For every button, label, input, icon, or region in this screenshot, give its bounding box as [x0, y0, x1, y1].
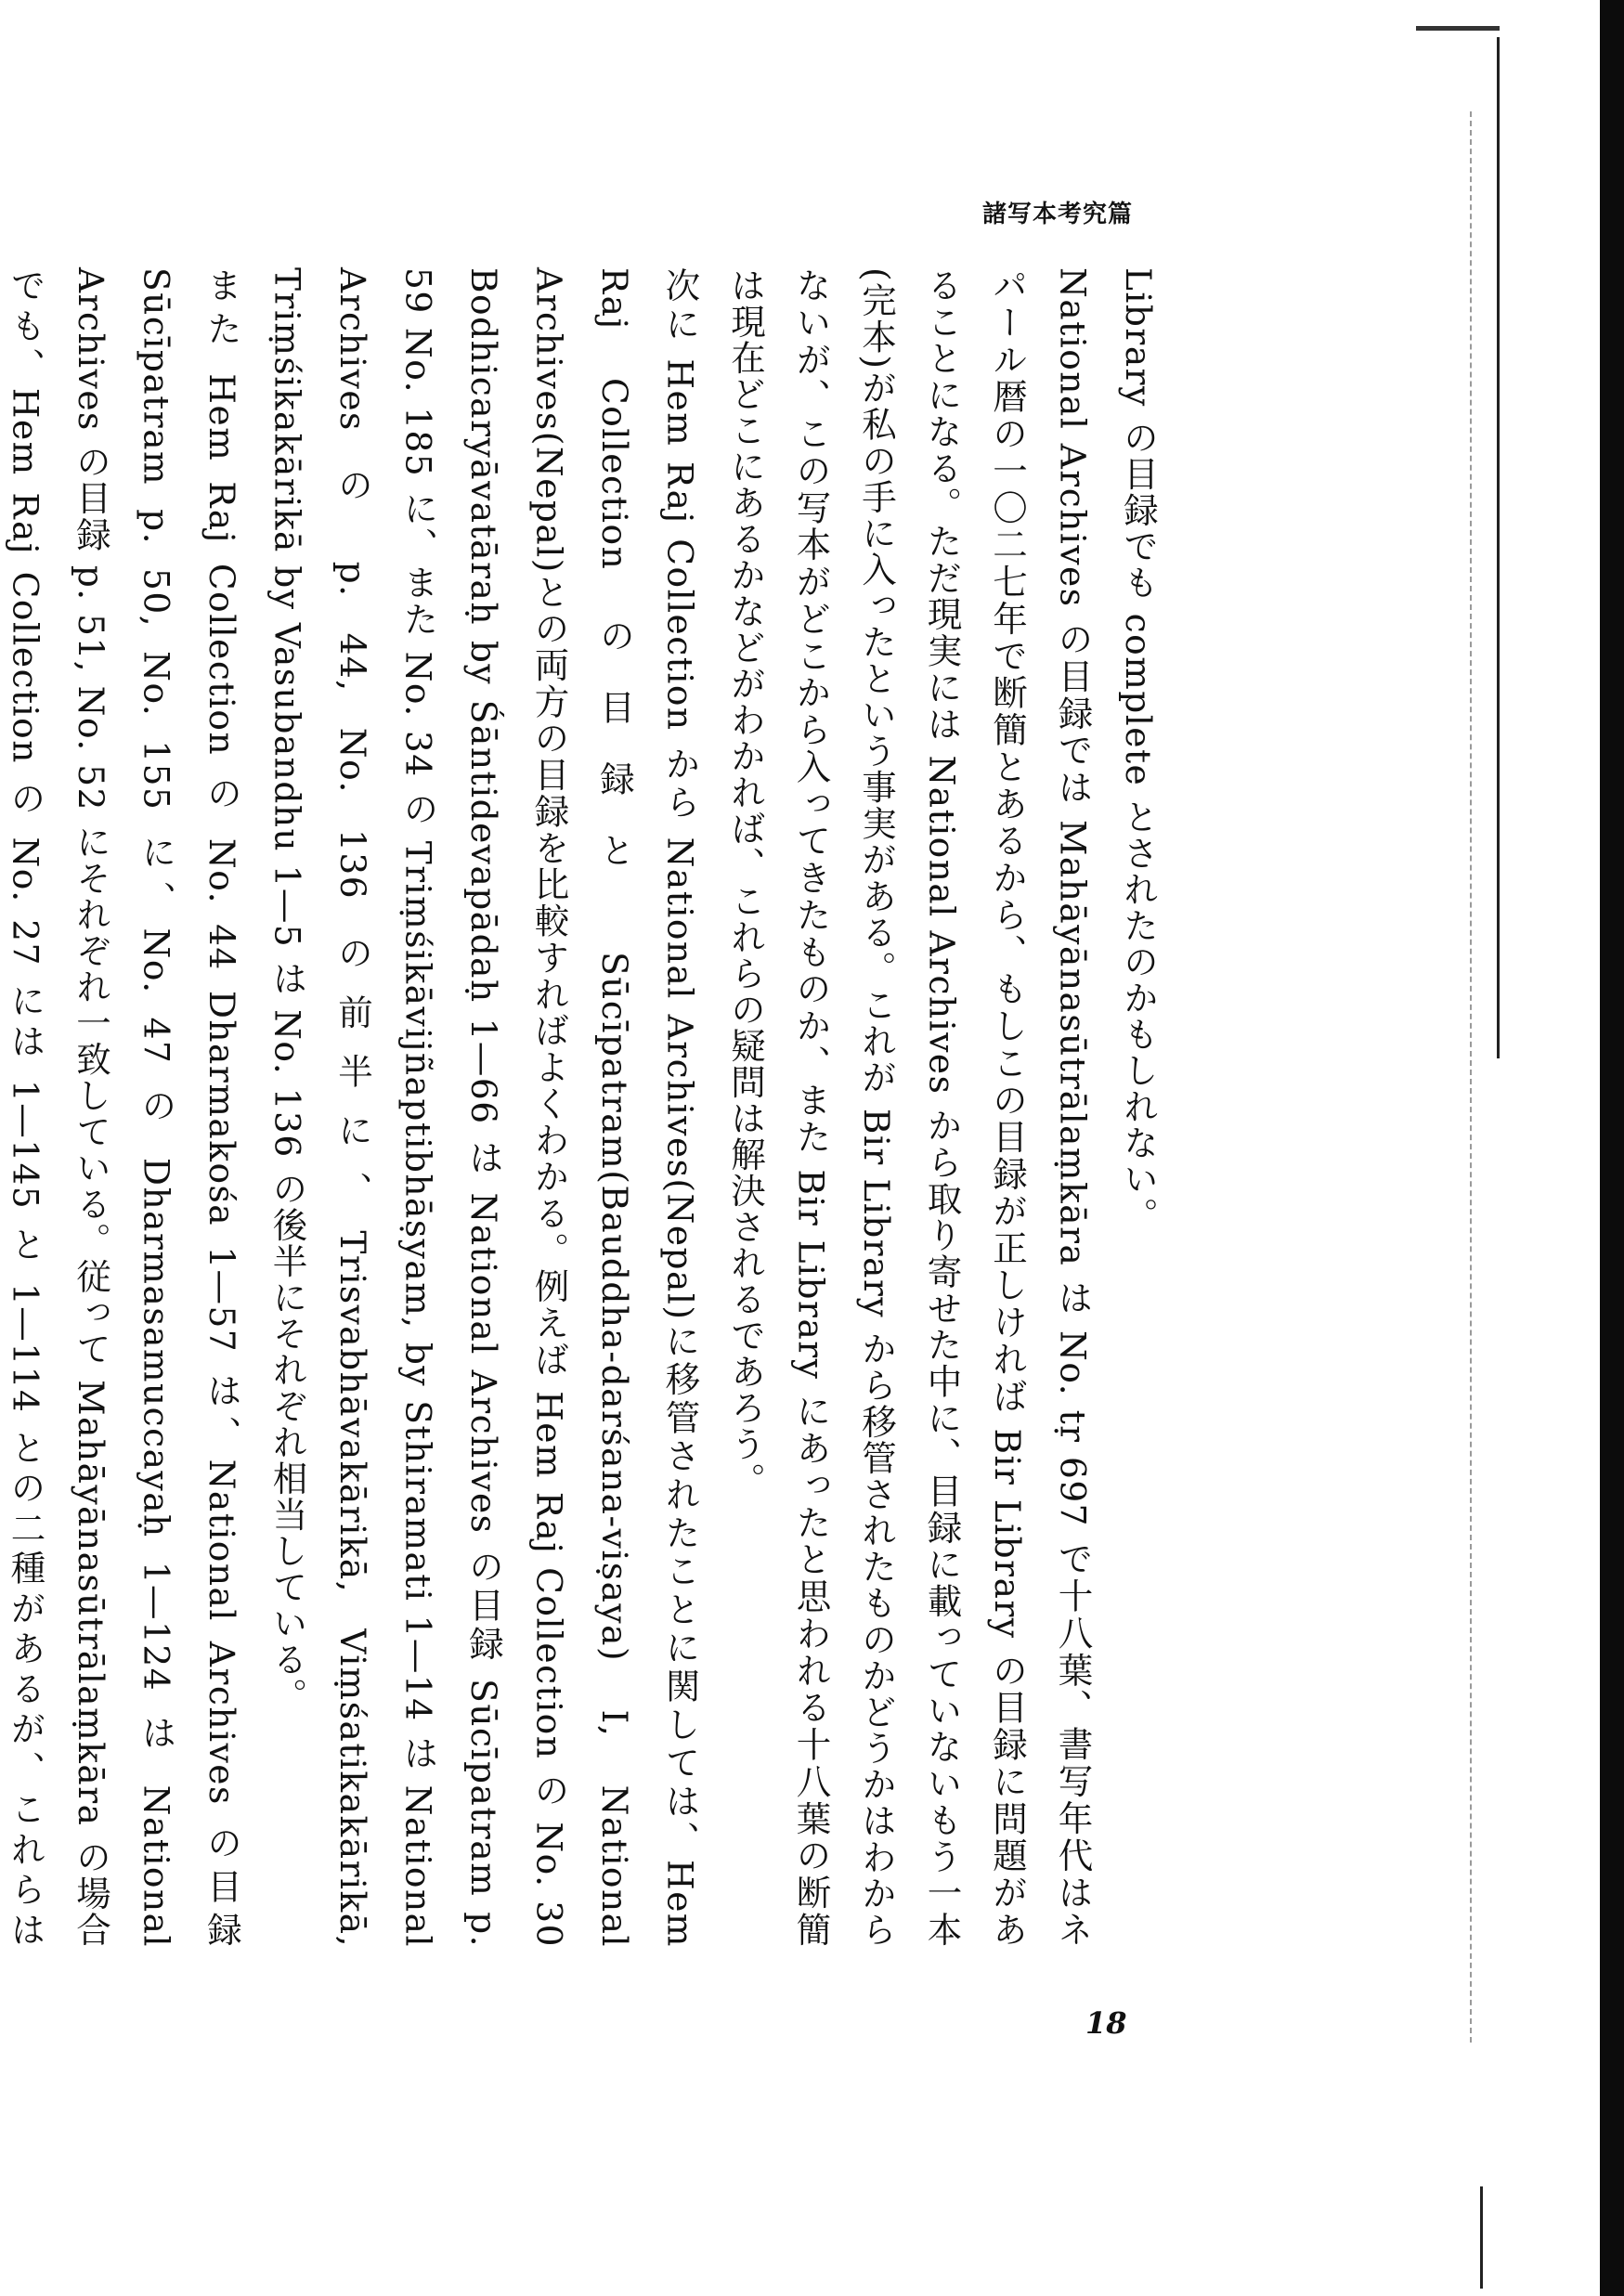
- scan-top-mark: [1416, 26, 1500, 31]
- paragraph-3: 次に Hem Raj Collection から National Archives(Nepal)に移管されたことに関しては、Hem Raj Collection の目録と Sūcīpatram(Bauddha-darśana-viṣaya) I, National Archives(Nepal)との両方の目録を比較すればよくわかる。例えば Hem Raj Collection の No. 30 Bodhicaryāvatāraḥ by Śāntidevapādaḥ 1—66 は National Archives の目録 Sūcīpatram p. 59 No. 185 に、また No. 34 の Triṃśikāvijñaptibhāṣyam, by Sthiramati 1—14 は National Archives の p. 44, No. 136 の前半に、Trisvabhāvakārikā, Viṃśatikakārikā, Triṃśikakārikā by Vasubandhu 1—5 は No. 136 の後半にそれぞれ相当している。: [266, 267, 701, 1949]
- paragraph-4: また Hem Raj Collection の No. 44 Dharmakośa 1—57 は、National Archives の目録 Sūcīpatram p. 50, No. 155 に、No. 47 の Dharmasamuccayaḥ 1—124 は National Archives の目録 p. 51, No. 52 にそれぞれ一致している。従って Mahāyānasūtrālaṃkāra の場合でも、Hem Raj Collection の No. 27 には 1—145 と 1—114 との二種があるが、これらは: [5, 267, 242, 1948]
- scan-fold-line: [1497, 37, 1500, 1058]
- scan-dashed-line: [1470, 111, 1472, 2043]
- running-head: 諸写本考究篇: [982, 201, 1134, 228]
- scan-fold-line-lower: [1480, 2186, 1483, 2289]
- page-number: 18: [1085, 2005, 1127, 2041]
- binding-edge: [1600, 0, 1624, 2296]
- paragraph-2: National Archives の目録では Mahāyānasūtrālaṃkāra は No. tṛ 697 で十八葉、書写年代はネパール暦の一〇二七年で断簡とあるから、もしこの目録が正しければ Bir Library の目録に問題があることになる。ただ現実には National Archives から取り寄せた中に、目録に載っていないもう一本(完本)が私の手に入ったという事実がある。これが Bir Library から移管されたものかどうかはわからないが、この写本がどこから入ってきたものか、また Bir Library にあったと思われる十八葉の断簡は現在どこにあるかなどがわかれば、これらの疑問は解決されるであろう。: [725, 267, 1094, 1948]
- paragraph-1: Library の目録でも complete とされたのかもしれない。: [1118, 267, 1159, 1234]
- body-text: [0, 267, 1171, 1948]
